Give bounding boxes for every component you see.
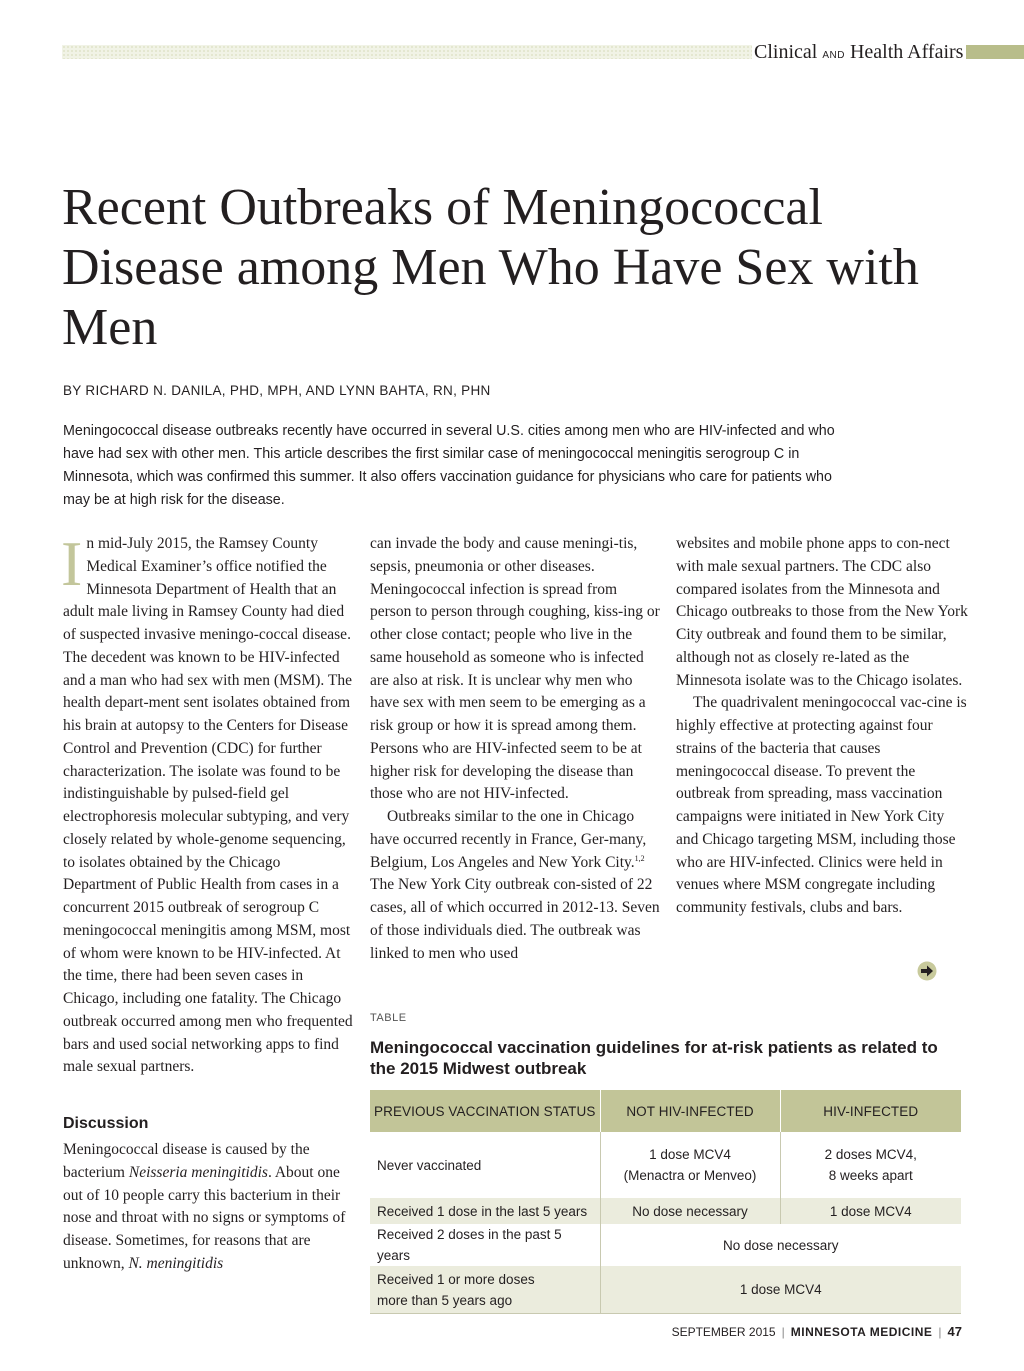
table-cell: No dose necessary — [600, 1198, 780, 1224]
table-cell: 2 doses MCV4, 8 weeks apart — [824, 1147, 917, 1183]
magazine-name: MINNESOTA MEDICINE — [790, 1325, 933, 1339]
reference-superscript: 1,2 — [634, 853, 645, 863]
paragraph-discussion: Meningococcal disease is caused by the bacterium Neisseria meningitidis. About one out of 10 people carry this bacterium in their nose and throat with no signs or symptoms of disease. Sometimes, for reasons that are unknown, N. meningitidis — [63, 1141, 346, 1272]
body-column-1 — [61, 528, 353, 1276]
header-pattern-band — [62, 45, 752, 59]
drop-cap: I — [61, 528, 83, 599]
table-row — [370, 1224, 961, 1266]
table-row — [370, 1266, 961, 1314]
arrow-right-icon[interactable] — [917, 961, 937, 981]
page-number: 47 — [947, 1324, 962, 1339]
table-cell: 1 dose MCV4 — [780, 1198, 961, 1224]
table-header: PREVIOUS VACCINATION STATUS — [370, 1090, 600, 1132]
table-cell: Received 2 doses in the past 5 years — [370, 1224, 600, 1266]
paragraph: can invade the body and cause meningi-tis, sepsis, pneumonia or other diseases. Meningococcal infection is spread from person to person through coughing, kiss-ing or other close contact; people who live in the same household as someone who is infected are also at risk. It is unclear why men who have sex with men seem to be emerging as a risk group or how it is spread among them. Persons who are HIV-infected seem to be at higher risk for developing the disease than those who are not HIV-infected. — [370, 535, 660, 803]
table-cell: Received 1 or more doses more than 5 years ago — [370, 1266, 600, 1314]
vaccination-table — [370, 1090, 961, 1314]
header-accent-tab — [966, 45, 1024, 59]
table-label: TABLE — [370, 1012, 407, 1024]
table-row — [370, 1132, 961, 1198]
paragraph: Outbreaks similar to the one in Chicago have occurred recently in France, Ger-many, Belgium, Los Angeles and New York City.$^{1,2}$ The New York City outbreak con-sisted of 22 cases, all of which occurred in 2012-13. Seven of those individuals died. The outbreak was linked to men who used — [370, 808, 660, 962]
table-header: NOT HIV-INFECTED — [600, 1090, 780, 1132]
table-cell: Received 1 dose in the last 5 years — [370, 1198, 600, 1224]
article-title: Recent Outbreaks of Meningococcal Disease among Men Who Have Sex with Men — [62, 179, 919, 356]
table-cell: Never vaccinated — [370, 1132, 600, 1198]
abstract: Meningococcal disease outbreaks recently have occurred in several U.S. cities among men who are HIV-infected and who have had sex with other men. This article describes the first similar case of meningococcal meningitis serogroup C in Minnesota, which was confirmed this summer. It also offers vaccination guidance for physicians who care for patients who may be at high risk for the disease. — [63, 423, 835, 508]
section-header: Clinical AND Health Affairs — [754, 41, 964, 63]
paragraph: websites and mobile phone apps to con-nect with male sexual partners. The CDC also compared isolates from the Minnesota and Chicago outbreaks to those from the New York City outbreak and found them to be similar, although not as closely re-lated as the Minnesota isolate was to the Chicago isolates. — [676, 535, 968, 689]
byline: BY RICHARD N. DANILA, PHD, MPH, AND LYNN BAHTA, RN, PHN — [63, 383, 491, 398]
body-column-3 — [676, 533, 968, 920]
paragraph: The quadrivalent meningococcal vac-cine is highly effective at protecting against four strains of the bacteria that causes meningococcal disease. To prevent the outbreak from spreading, mass vaccination campaigns were initiated in New York City and Chicago targeting MSM, including those who are HIV-infected. Clinics were held in venues where MSM congregate including community festivals, clubs and bars. — [676, 694, 967, 916]
discussion-heading: Discussion — [63, 1115, 149, 1132]
table-cell: No dose necessary — [722, 1237, 839, 1253]
table-header-row — [370, 1090, 961, 1132]
table-header: HIV-INFECTED — [780, 1090, 961, 1132]
table-cell: 1 dose MCV4 — [600, 1266, 961, 1314]
paragraph-intro: In mid-July 2015, the Ramsey County Medical Examiner’s office notified the Minnesota Department of Health that an adult male living in Ramsey County had died of suspected invasive meningo-coccal disease. The decedent was known to be HIV-infected and a man who had sex with men (MSM). The health depart-ment sent isolates obtained from his brain at autopsy to the Centers for Disease Control and Prevention (CDC) for further characterization. The isolate was found to be indistinguishable by pulsed-field gel electrophoresis molecular subtyping, and very closely related by whole-genome sequencing, to isolates obtained by the Chicago Department of Public Health from cases in a concurrent 2015 outbreak of serogroup C meningococcal meningitis among MSM, most of whom were known to be HIV-infected. At the time, there had been seven cases in Chicago, including one fatality. The Chicago outbreak occurred among men who frequented bars and used social networking apps to find male sexual partners. — [61, 528, 353, 1076]
issue-date: SEPTEMBER 2015 — [671, 1325, 776, 1339]
table-cell: 1 dose MCV4 (Menactra or Menveo) — [600, 1132, 780, 1198]
table-title: Meningococcal vaccination guidelines for at-risk patients as related to the 2015 Midwest outbreak — [370, 1038, 938, 1078]
page-footer: SEPTEMBER 2015 | MINNESOTA MEDICINE | 47 — [671, 1324, 962, 1339]
body-column-2 — [370, 533, 660, 965]
table-row — [370, 1198, 961, 1224]
